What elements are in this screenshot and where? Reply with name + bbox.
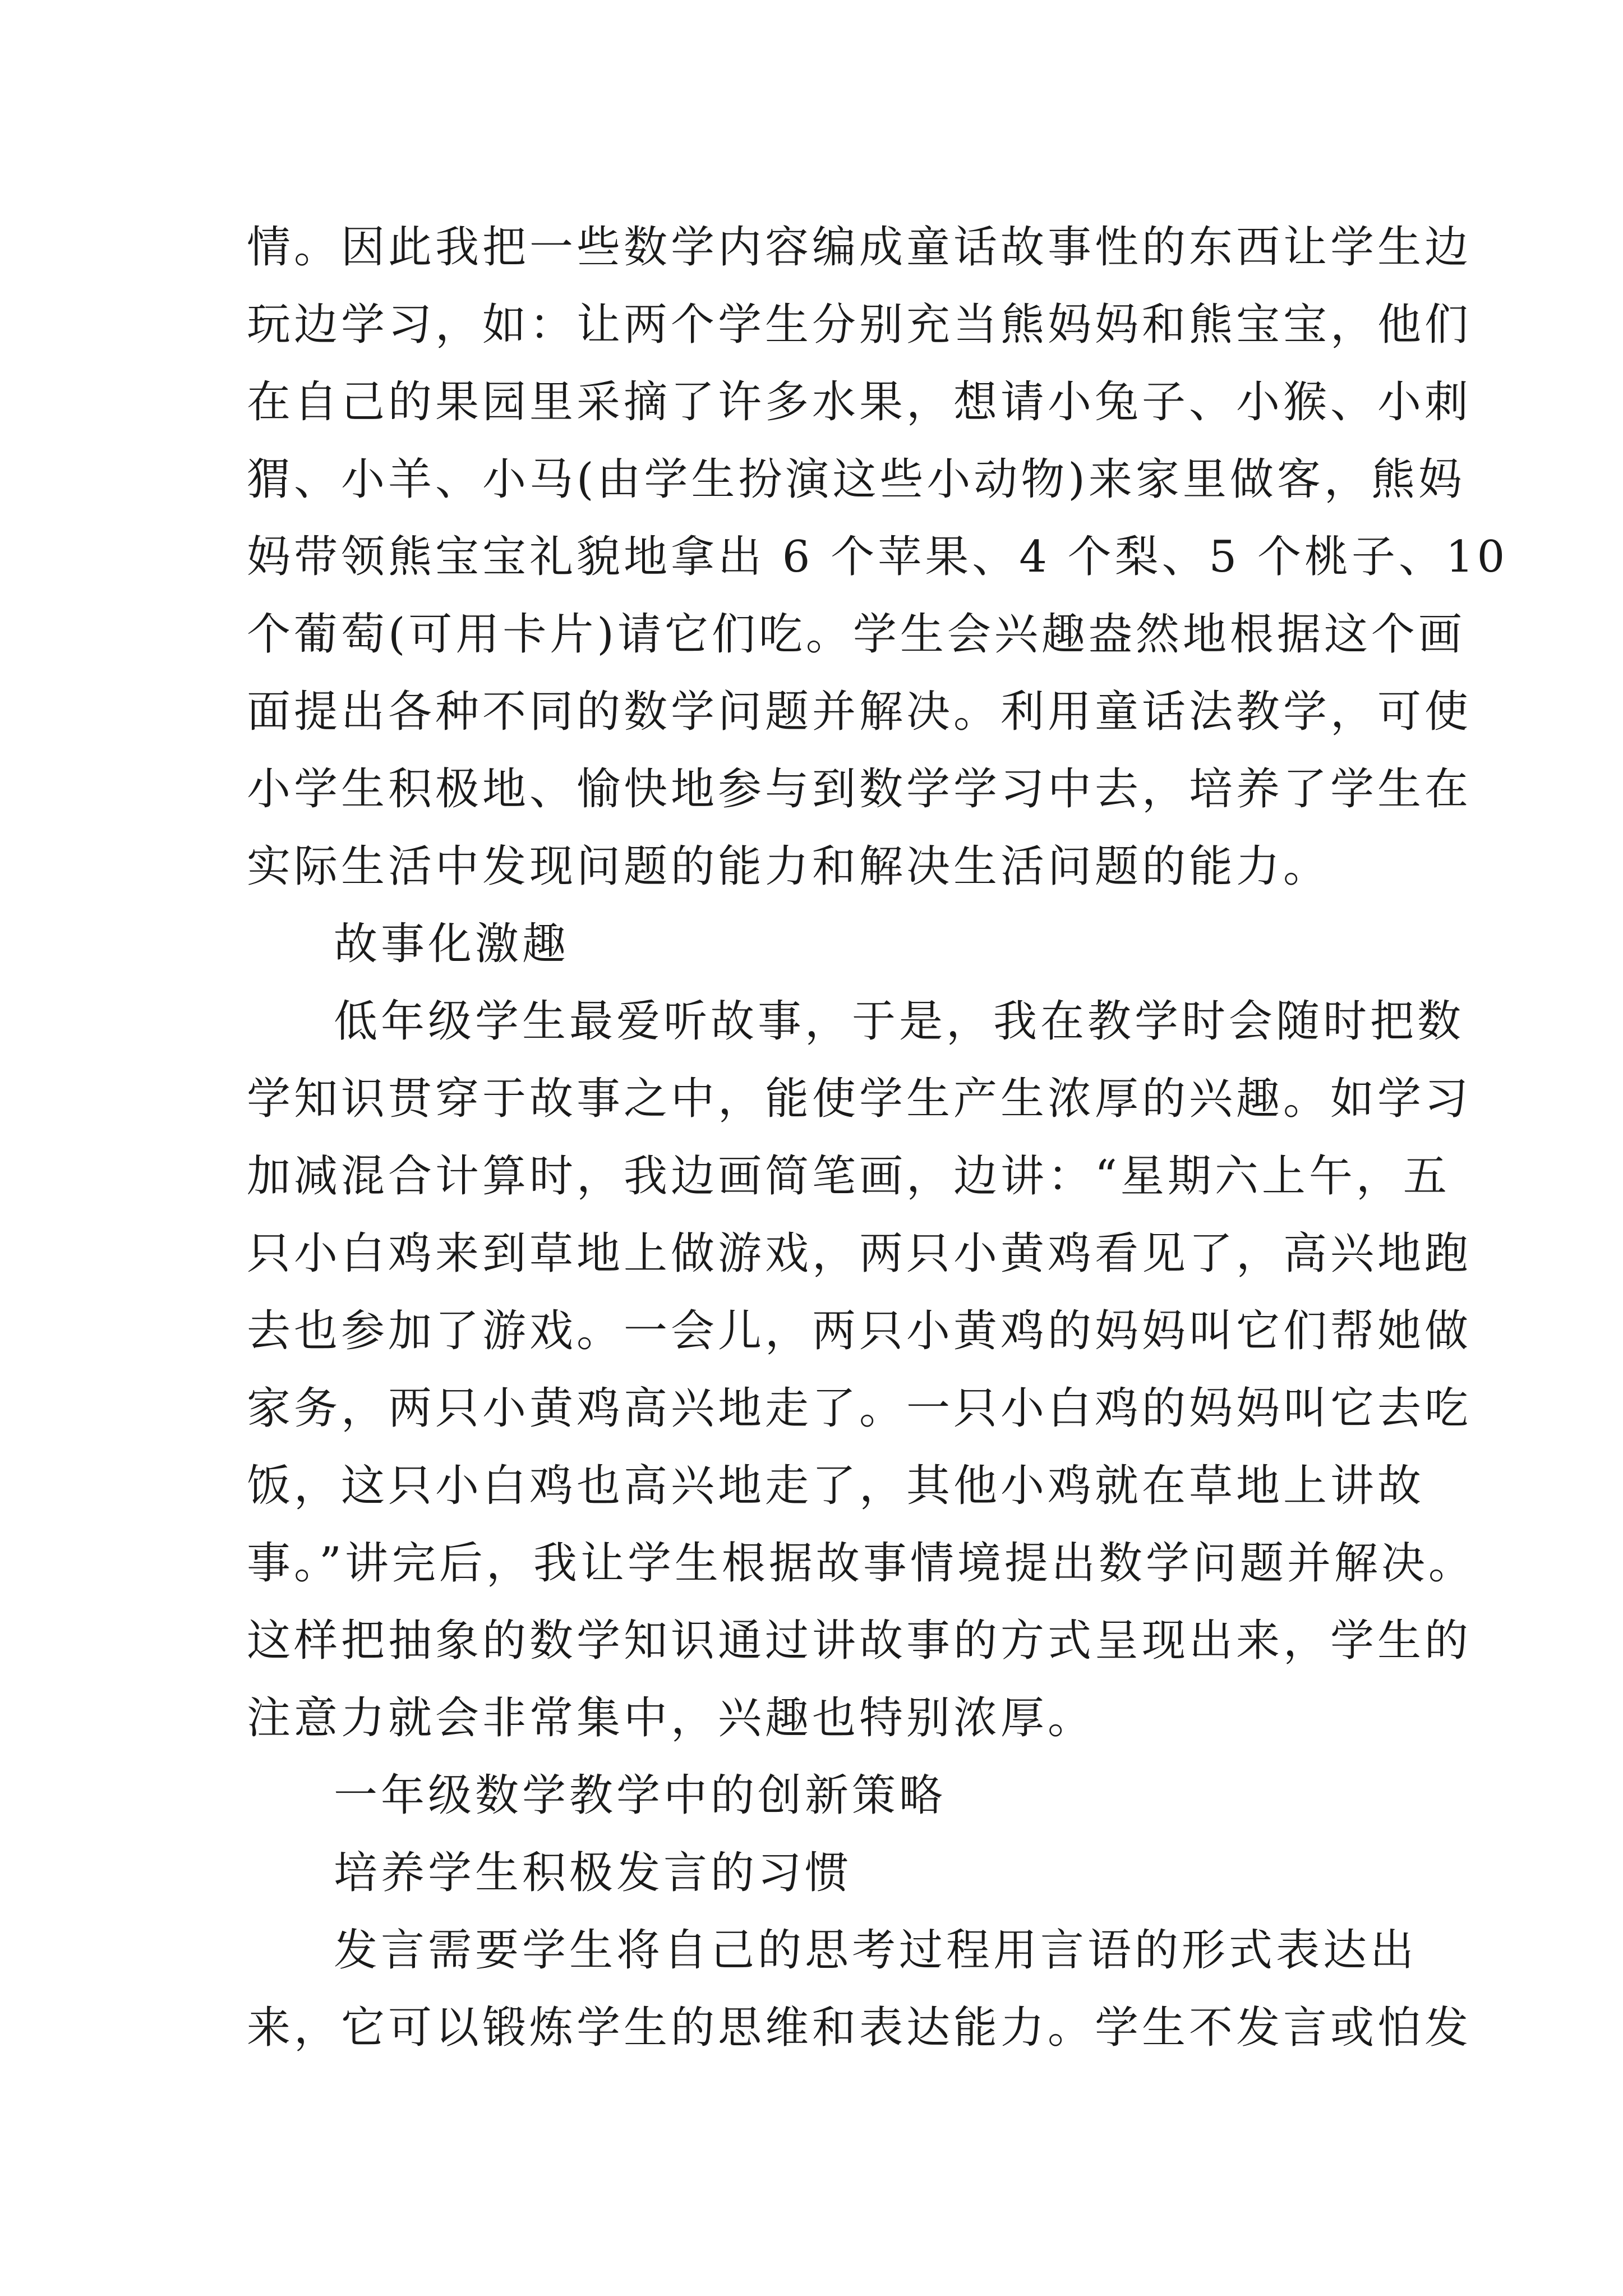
text-line: 猬、小羊、小马(由学生扮演这些小动物)来家里做客，熊妈 bbox=[247, 454, 1465, 505]
section-heading: 培养学生积极发言的习惯 bbox=[334, 1848, 852, 1898]
text-line: 面提出各种不同的数学问题并解决。利用童话法教学，可使 bbox=[247, 687, 1472, 737]
text-line: 情。因此我把一些数学内容编成童话故事性的东西让学生边 bbox=[247, 222, 1472, 273]
text-line: 只小白鸡来到草地上做游戏，两只小黄鸡看见了，高兴地跑 bbox=[247, 1228, 1472, 1279]
text-line: 去也参加了游戏。一会儿，两只小黄鸡的妈妈叫它们帮她做 bbox=[247, 1306, 1472, 1356]
text-line: 这样把抽象的数学知识通过讲故事的方式呈现出来，学生的 bbox=[247, 1616, 1472, 1666]
text-line: 饭，这只小白鸡也高兴地走了，其他小鸡就在草地上讲故 bbox=[247, 1461, 1425, 1511]
text-line: 加减混合计算时，我边画简笔画，边讲：“星期六上午，五 bbox=[247, 1151, 1450, 1202]
text-line: 家务，两只小黄鸡高兴地走了。一只小白鸡的妈妈叫它去吃 bbox=[247, 1383, 1472, 1434]
text-line: 低年级学生最爱听故事，于是，我在教学时会随时把数 bbox=[334, 996, 1465, 1047]
text-line: 个葡萄(可用卡片)请它们吃。学生会兴趣盎然地根据这个画 bbox=[247, 609, 1465, 660]
text-line: 注意力就会非常集中，兴趣也特别浓厚。 bbox=[247, 1693, 1095, 1743]
text-line: 在自己的果园里采摘了许多水果，想请小兔子、小猴、小刺 bbox=[247, 377, 1472, 427]
text-line: 小学生积极地、愉快地参与到数学学习中去，培养了学生在 bbox=[247, 764, 1472, 815]
text-line: 学知识贯穿于故事之中，能使学生产生浓厚的兴趣。如学习 bbox=[247, 1074, 1472, 1124]
text-line: 妈带领熊宝宝礼貌地拿出 6 个苹果、4 个梨、5 个桃子、10 bbox=[247, 532, 1509, 582]
text-line: 发言需要学生将自己的思考过程用言语的形式表达出 bbox=[334, 1925, 1418, 1976]
text-line: 玩边学习，如：让两个学生分别充当熊妈妈和熊宝宝，他们 bbox=[247, 300, 1472, 350]
section-heading: 一年级数学教学中的创新策略 bbox=[334, 1770, 947, 1821]
text-line: 事。”讲完后，我让学生根据故事情境提出数学问题并解决。 bbox=[247, 1538, 1476, 1589]
section-heading: 故事化激趣 bbox=[334, 919, 570, 969]
text-line: 实际生活中发现问题的能力和解决生活问题的能力。 bbox=[247, 841, 1331, 892]
text-line: 来，它可以锻炼学生的思维和表达能力。学生不发言或怕发 bbox=[247, 2003, 1472, 2053]
